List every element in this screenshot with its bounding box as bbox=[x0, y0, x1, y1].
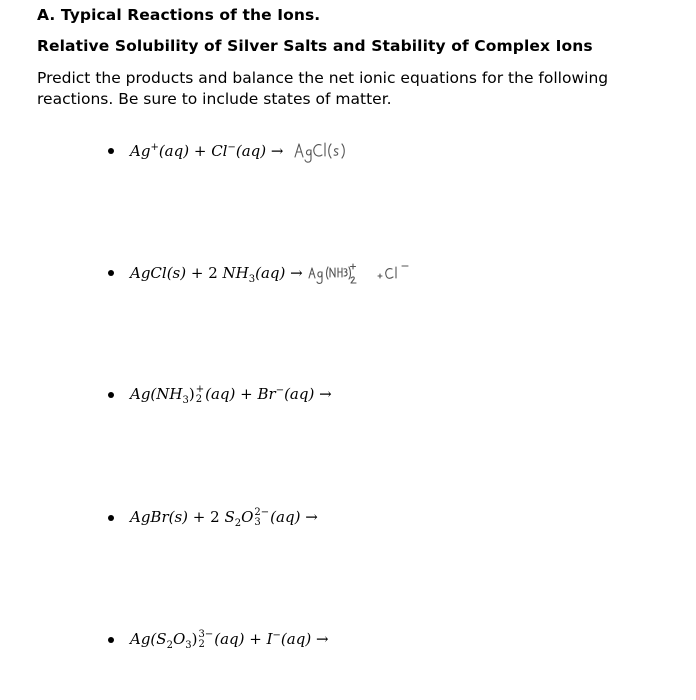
bullet bbox=[108, 515, 114, 521]
eq-term: AgBr(s) bbox=[130, 508, 189, 526]
handwritten-answer-1 bbox=[294, 140, 358, 164]
reaction-equation-4 bbox=[130, 508, 318, 528]
eq-operator: + bbox=[244, 630, 267, 648]
eq-subscript: 2 bbox=[195, 394, 203, 405]
eq-charge: + bbox=[150, 142, 159, 153]
eq-term: NH bbox=[222, 264, 249, 282]
bullet bbox=[108, 637, 114, 643]
eq-state: (aq) bbox=[158, 142, 190, 160]
eq-term: Ag(S bbox=[130, 630, 167, 648]
reaction-item-3 bbox=[108, 380, 332, 410]
section-heading: A. Typical Reactions of the Ions. bbox=[37, 6, 321, 24]
reaction-item-4 bbox=[108, 503, 318, 533]
eq-charge-stack bbox=[198, 630, 213, 650]
eq-subscript: 3 bbox=[254, 517, 261, 528]
eq-arrow: → bbox=[266, 142, 284, 160]
eq-term: O bbox=[241, 508, 254, 526]
reaction-equation-2 bbox=[130, 264, 303, 285]
eq-charge: 3− bbox=[198, 629, 214, 640]
eq-term: O bbox=[172, 630, 186, 648]
reaction-equation-3 bbox=[130, 385, 332, 405]
eq-term: S bbox=[224, 508, 235, 526]
eq-arrow: → bbox=[314, 385, 332, 403]
eq-state: (aq) bbox=[235, 142, 267, 160]
eq-operator: + bbox=[235, 385, 258, 403]
bullet bbox=[108, 392, 114, 398]
eq-operator: + 2 bbox=[188, 508, 225, 526]
eq-subscript: 3 bbox=[185, 640, 192, 651]
reaction-equation-5 bbox=[130, 630, 329, 650]
reaction-equation-1 bbox=[130, 142, 283, 160]
eq-subscript: 2 bbox=[234, 518, 242, 529]
bullet bbox=[108, 270, 114, 276]
eq-arrow: → bbox=[285, 264, 303, 282]
eq-term: Br bbox=[257, 385, 276, 403]
eq-term: Cl bbox=[211, 142, 228, 160]
eq-term: I bbox=[266, 630, 273, 648]
eq-state: (aq) bbox=[270, 508, 301, 526]
handwritten-answer-2 bbox=[308, 262, 420, 288]
eq-arrow: → bbox=[300, 508, 318, 526]
eq-charge-stack bbox=[196, 385, 204, 405]
reaction-item-2 bbox=[108, 258, 303, 288]
reaction-item-1 bbox=[108, 136, 283, 166]
eq-operator: + bbox=[189, 142, 212, 160]
eq-state: (aq) bbox=[255, 264, 286, 282]
eq-paren: ) bbox=[188, 385, 195, 403]
eq-charge: − bbox=[272, 630, 281, 641]
subsection-heading: Relative Solubility of Silver Salts and Stability of Complex Ions bbox=[37, 37, 593, 55]
eq-state: (aq) bbox=[214, 630, 245, 648]
eq-term: Ag(NH bbox=[130, 385, 183, 403]
eq-charge: − bbox=[275, 385, 285, 396]
eq-paren: ) bbox=[191, 630, 198, 648]
eq-term: Ag bbox=[130, 142, 151, 160]
eq-operator: + 2 bbox=[186, 264, 223, 282]
eq-state: (aq) bbox=[284, 385, 315, 403]
eq-subscript: 2 bbox=[198, 639, 205, 650]
eq-charge: 2− bbox=[254, 507, 270, 518]
eq-term: AgCl(s) bbox=[130, 264, 187, 282]
eq-arrow: → bbox=[311, 630, 329, 648]
eq-subscript: 2 bbox=[166, 640, 173, 651]
eq-charge: − bbox=[227, 142, 236, 153]
eq-charge-stack bbox=[254, 508, 269, 528]
bullet bbox=[108, 148, 114, 154]
eq-state: (aq) bbox=[280, 630, 312, 648]
eq-subscript: 3 bbox=[182, 395, 189, 406]
eq-charge: + bbox=[195, 384, 205, 395]
eq-state: (aq) bbox=[205, 385, 236, 403]
eq-subscript: 3 bbox=[248, 274, 256, 285]
reaction-item-5 bbox=[108, 625, 329, 655]
instructions-text: Predict the products and balance the net ionic equations for the following reactions. Be sure to include states of matter. bbox=[37, 69, 609, 108]
